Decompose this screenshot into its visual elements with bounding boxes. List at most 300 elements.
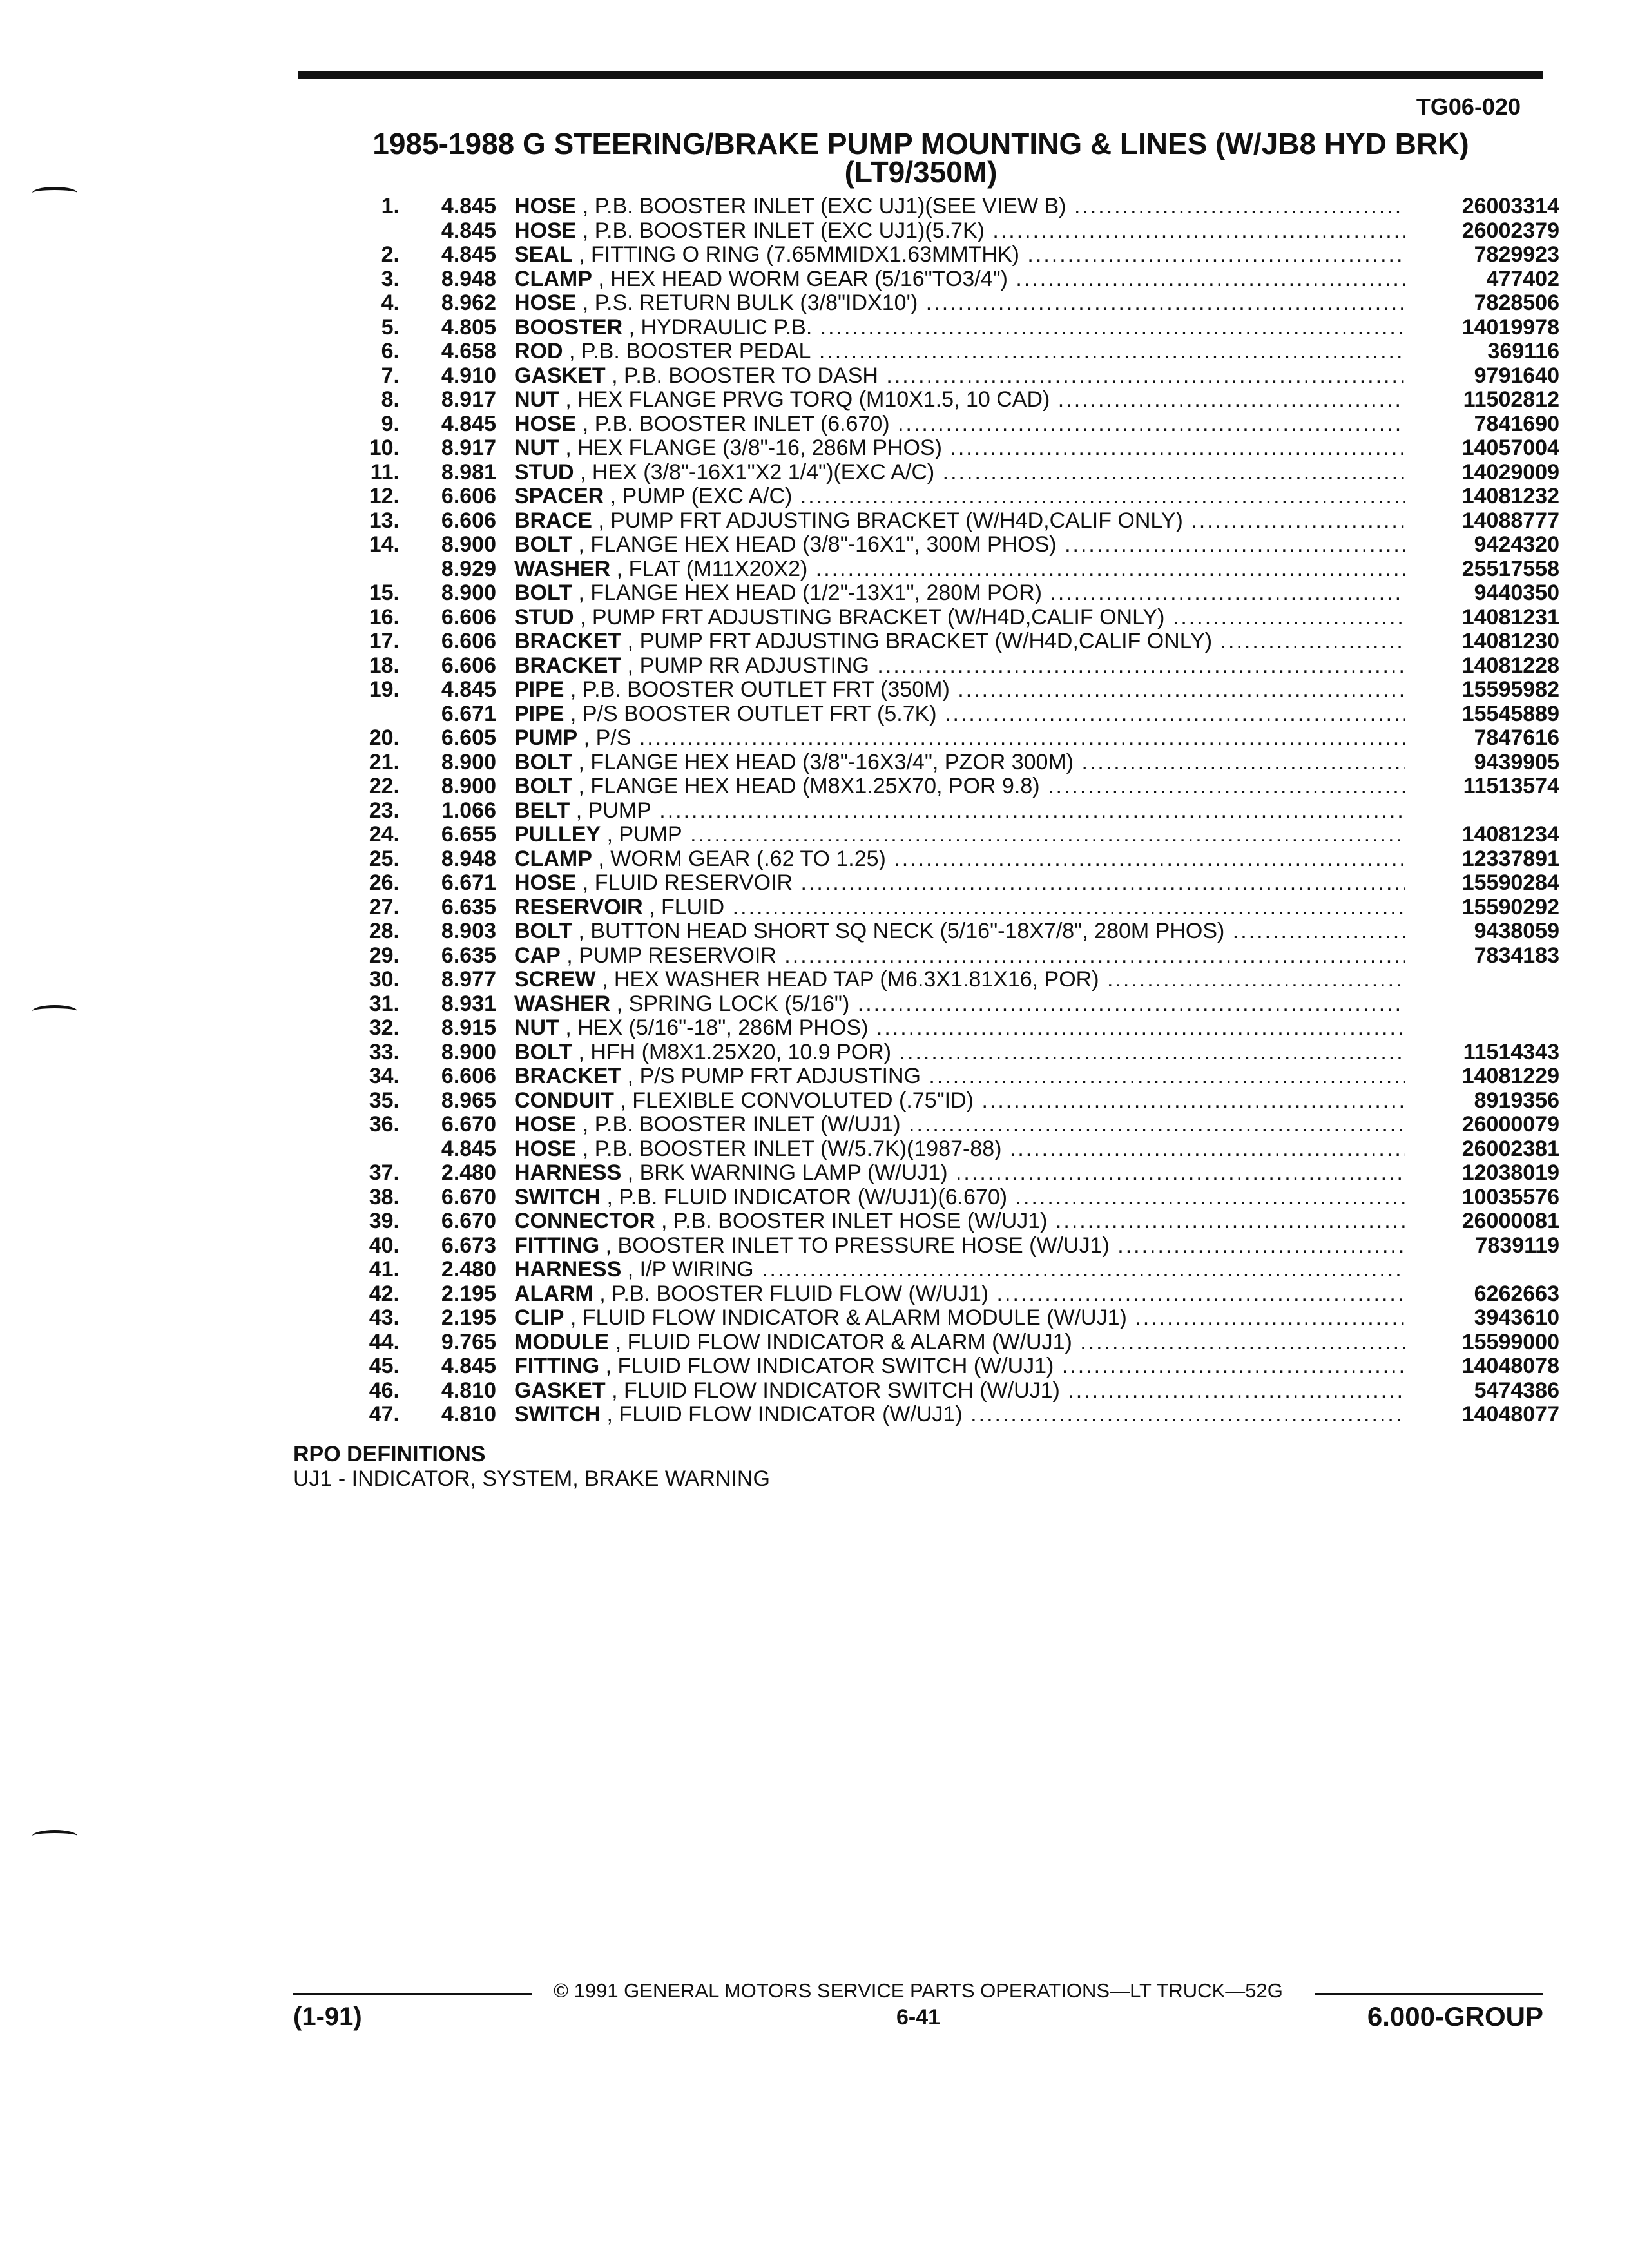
group-number: 1.066 xyxy=(441,798,496,823)
item-number: 42. xyxy=(369,1281,400,1306)
part-number: 9791640 xyxy=(1474,363,1559,388)
item-number: 16. xyxy=(369,604,400,629)
part-detail: PUMP FRT ADJUSTING BRACKET (W/H4D,CALIF ONLY) xyxy=(592,605,1165,629)
item-number: 41. xyxy=(369,1257,400,1282)
part-detail-separator: , xyxy=(560,943,579,968)
part-description xyxy=(514,364,1405,389)
part-name: GASKET xyxy=(514,363,606,388)
rpo-definition: UJ1 - INDICATOR, SYSTEM, BRAKE WARNING xyxy=(293,1466,770,1491)
part-detail-separator: , xyxy=(605,1378,624,1403)
part-description xyxy=(514,1234,1405,1258)
part-description xyxy=(514,944,1405,968)
item-number: 30. xyxy=(369,967,400,992)
part-detail: PUMP RESERVOIR xyxy=(579,943,776,968)
part-detail: BRK WARNING LAMP (W/UJ1) xyxy=(639,1161,948,1185)
part-name: BOLT xyxy=(514,581,573,605)
item-number: 31. xyxy=(369,991,400,1016)
part-detail-separator: , xyxy=(642,895,661,919)
group-number: 4.910 xyxy=(441,363,496,388)
group-number: 8.948 xyxy=(441,846,496,871)
part-detail-separator: , xyxy=(576,871,595,895)
part-detail-separator: , xyxy=(572,919,591,943)
group-number: 8.900 xyxy=(441,774,496,798)
part-detail: FLUID FLOW INDICATOR (W/UJ1) xyxy=(619,1403,963,1427)
part-detail: PUMP xyxy=(619,823,682,847)
part-name: BRACKET xyxy=(514,653,622,678)
part-detail: P.B. BOOSTER PEDAL xyxy=(581,340,811,363)
part-detail-separator: , xyxy=(563,340,581,363)
part-row xyxy=(348,1064,1559,1089)
item-number: 40. xyxy=(369,1233,400,1258)
part-detail-separator: , xyxy=(574,460,592,485)
part-row xyxy=(348,751,1559,775)
item-number: 22. xyxy=(369,774,400,798)
part-name: WASHER xyxy=(514,992,611,1016)
part-row xyxy=(348,702,1559,727)
part-name: BRACKET xyxy=(514,1064,622,1088)
part-detail: FLUID RESERVOIR xyxy=(594,871,793,895)
item-number: 37. xyxy=(369,1160,400,1185)
part-detail-separator: , xyxy=(559,1016,578,1040)
part-name: BOLT xyxy=(514,750,573,774)
item-number: 46. xyxy=(369,1378,400,1403)
part-description xyxy=(514,702,1405,727)
item-number: 5. xyxy=(381,314,400,340)
part-description xyxy=(514,1016,1405,1041)
part-name: HOSE xyxy=(514,291,577,315)
part-number: 15595982 xyxy=(1461,677,1559,702)
part-number: 15590292 xyxy=(1461,894,1559,919)
part-detail: P.B. BOOSTER TO DASH xyxy=(624,363,878,388)
part-description xyxy=(514,291,1405,316)
group-number: 8.981 xyxy=(441,459,496,485)
part-number: 26002381 xyxy=(1461,1136,1559,1161)
part-detail-separator: , xyxy=(576,195,595,218)
part-detail-separator: , xyxy=(570,798,588,823)
part-detail-separator: , xyxy=(655,1209,673,1233)
part-row xyxy=(348,291,1559,316)
item-number: 18. xyxy=(369,653,400,678)
part-name: CONDUIT xyxy=(514,1088,614,1113)
part-description xyxy=(514,316,1405,340)
part-row xyxy=(348,533,1559,557)
part-row xyxy=(348,606,1559,630)
item-number: 28. xyxy=(369,919,400,943)
part-number: 14057004 xyxy=(1461,436,1559,460)
part-detail: P.S. RETURN BULK (3/8"IDX10') xyxy=(594,291,918,315)
part-number: 15599000 xyxy=(1461,1329,1559,1354)
part-row xyxy=(348,1161,1559,1186)
part-number: 7828506 xyxy=(1474,291,1559,315)
part-description xyxy=(514,871,1405,896)
part-detail: P.B. BOOSTER FLUID FLOW (W/UJ1) xyxy=(612,1282,989,1306)
item-number: 44. xyxy=(369,1329,400,1354)
part-row xyxy=(348,1354,1559,1379)
part-description xyxy=(514,751,1405,775)
part-row xyxy=(348,316,1559,340)
part-description xyxy=(514,1186,1405,1210)
part-detail-separator: , xyxy=(559,388,578,412)
part-row xyxy=(348,243,1559,267)
group-number: 6.671 xyxy=(441,870,496,895)
part-description xyxy=(514,1258,1405,1282)
item-number: 32. xyxy=(369,1015,400,1040)
item-number: 12. xyxy=(369,484,400,508)
part-description xyxy=(514,1282,1405,1307)
part-name: BOLT xyxy=(514,774,573,798)
part-detail: P/S xyxy=(595,726,631,750)
part-detail-separator: , xyxy=(601,1403,619,1427)
part-number: 14029009 xyxy=(1461,459,1559,485)
part-detail-separator: , xyxy=(621,629,640,653)
part-detail: FLANGE HEX HEAD (M8X1.25X70, POR 9.8) xyxy=(590,774,1040,798)
part-detail: HEX FLANGE (3/8"-16, 286M PHOS) xyxy=(577,436,942,460)
part-number: 14081230 xyxy=(1461,629,1559,653)
part-description xyxy=(514,968,1405,992)
part-row xyxy=(348,968,1559,992)
part-row xyxy=(348,195,1559,219)
group-number: 4.805 xyxy=(441,314,496,340)
part-row xyxy=(348,412,1559,437)
part-detail-separator: , xyxy=(595,968,614,992)
group-number: 4.810 xyxy=(441,1402,496,1427)
part-name: CLAMP xyxy=(514,267,592,291)
group-number: 6.655 xyxy=(441,822,496,847)
part-description xyxy=(514,412,1405,437)
item-number: 24. xyxy=(369,822,400,847)
part-detail: HEX WASHER HEAD TAP (M6.3X1.81X16, POR) xyxy=(613,968,1099,992)
part-row xyxy=(348,944,1559,968)
part-number: 9438059 xyxy=(1474,919,1559,943)
part-detail-separator: , xyxy=(610,992,629,1016)
part-detail: HEX (5/16"-18", 286M PHOS) xyxy=(577,1016,869,1040)
group-number: 4.845 xyxy=(441,194,496,218)
part-description xyxy=(514,1379,1405,1403)
part-detail-separator: , xyxy=(576,1137,595,1161)
item-number: 11. xyxy=(370,459,400,485)
part-detail: FLANGE HEX HEAD (3/8"-16X3/4", PZOR 300M) xyxy=(590,750,1074,774)
part-name: BRACKET xyxy=(514,629,622,653)
group-number: 8.977 xyxy=(441,967,496,992)
part-number: 8919356 xyxy=(1474,1088,1559,1113)
part-name: HOSE xyxy=(514,1137,577,1161)
group-number: 2.480 xyxy=(441,1257,496,1282)
part-number: 7841690 xyxy=(1474,411,1559,436)
item-number: 20. xyxy=(369,726,400,750)
part-row xyxy=(348,1209,1559,1234)
part-name: CLAMP xyxy=(514,847,592,871)
part-row xyxy=(348,799,1559,823)
group-number: 6.606 xyxy=(441,1064,496,1088)
part-name: PULLEY xyxy=(514,823,601,847)
part-description xyxy=(514,195,1405,219)
part-row xyxy=(348,992,1559,1017)
page-title: 1985-1988 G STEERING/BRAKE PUMP MOUNTING & LINES (W/JB8 HYD BRK) xyxy=(372,127,1469,160)
parts-list xyxy=(348,195,1559,1427)
part-name: FITTING xyxy=(514,1233,600,1258)
part-row xyxy=(348,388,1559,412)
part-number: 369116 xyxy=(1487,339,1559,363)
part-description xyxy=(514,1354,1405,1379)
group-number: 8.900 xyxy=(441,532,496,557)
part-detail: WORM GEAR (.62 TO 1.25) xyxy=(610,847,886,871)
part-detail: FLEXIBLE CONVOLUTED (.75"ID) xyxy=(632,1088,974,1113)
part-description xyxy=(514,485,1405,509)
part-row xyxy=(348,678,1559,702)
part-number: 11513574 xyxy=(1463,774,1559,798)
part-number: 11502812 xyxy=(1463,387,1559,412)
part-detail-separator: , xyxy=(610,557,629,581)
part-detail-separator: , xyxy=(576,412,595,436)
part-detail-separator: , xyxy=(605,363,624,388)
part-detail-separator: , xyxy=(577,726,596,750)
part-name: FITTING xyxy=(514,1354,600,1378)
part-name: ROD xyxy=(514,340,563,363)
binder-hole-mark xyxy=(32,1830,77,1842)
part-detail-separator: , xyxy=(564,1306,583,1330)
group-number: 4.845 xyxy=(441,218,496,243)
part-row xyxy=(348,774,1559,799)
footer-page-number: 6-41 xyxy=(896,2005,941,2030)
item-number: 4. xyxy=(381,291,400,315)
item-number: 15. xyxy=(369,581,400,605)
item-number: 35. xyxy=(369,1088,400,1113)
part-row xyxy=(348,823,1559,847)
group-number: 6.605 xyxy=(441,726,496,750)
part-row xyxy=(348,1137,1559,1162)
part-number: 11514343 xyxy=(1463,1039,1559,1064)
item-number: 39. xyxy=(369,1209,400,1233)
part-detail: P/S PUMP FRT ADJUSTING xyxy=(639,1064,921,1088)
part-name: SCREW xyxy=(514,968,596,992)
group-number: 6.671 xyxy=(441,701,496,726)
part-description xyxy=(514,1306,1405,1331)
group-number: 8.917 xyxy=(441,436,496,460)
part-detail: HEX HEAD WORM GEAR (5/16"TO3/4") xyxy=(610,267,1008,291)
part-name: SWITCH xyxy=(514,1403,601,1427)
part-row xyxy=(348,1258,1559,1282)
part-detail-separator: , xyxy=(572,581,591,605)
group-number: 6.606 xyxy=(441,653,496,678)
part-number: 9424320 xyxy=(1474,532,1559,557)
part-detail: HEX FLANGE PRVG TORQ (M10X1.5, 10 CAD) xyxy=(577,388,1050,412)
part-detail: PUMP RR ADJUSTING xyxy=(639,653,869,678)
part-detail-separator: , xyxy=(576,218,595,243)
part-detail: P.B. FLUID INDICATOR (W/UJ1)(6.670) xyxy=(619,1185,1008,1209)
part-name: HOSE xyxy=(514,195,577,218)
part-detail-separator: , xyxy=(593,1282,612,1306)
part-row xyxy=(348,267,1559,292)
part-name: HOSE xyxy=(514,1113,577,1137)
part-number: 26003314 xyxy=(1461,194,1559,218)
part-row xyxy=(348,726,1559,751)
part-description xyxy=(514,992,1405,1017)
group-number: 6.635 xyxy=(441,943,496,968)
part-row xyxy=(348,1113,1559,1137)
part-number: 7834183 xyxy=(1474,943,1559,968)
part-number: 14081229 xyxy=(1461,1064,1559,1088)
part-name: PIPE xyxy=(514,678,564,702)
part-detail-separator: , xyxy=(621,1258,640,1282)
item-number: 34. xyxy=(369,1064,400,1088)
group-number: 6.635 xyxy=(441,894,496,919)
part-description xyxy=(514,919,1405,944)
part-row xyxy=(348,629,1559,654)
part-detail-separator: , xyxy=(613,1088,633,1113)
part-detail: FLUID FLOW INDICATOR SWITCH (W/UJ1) xyxy=(617,1354,1054,1378)
part-row xyxy=(348,557,1559,582)
part-detail-separator: , xyxy=(621,1161,640,1185)
part-description xyxy=(514,1089,1405,1113)
part-number: 15590284 xyxy=(1461,870,1559,895)
group-number: 9.765 xyxy=(441,1329,496,1354)
part-description xyxy=(514,1403,1405,1427)
part-detail: P/S BOOSTER OUTLET FRT (5.7K) xyxy=(582,702,937,726)
part-number: 14048077 xyxy=(1461,1402,1559,1427)
group-number: 8.915 xyxy=(441,1015,496,1040)
part-name: CLIP xyxy=(514,1306,564,1330)
part-number: 15545889 xyxy=(1461,701,1559,726)
part-row xyxy=(348,340,1559,364)
part-description xyxy=(514,509,1405,533)
part-name: HARNESS xyxy=(514,1258,622,1282)
part-name: BOLT xyxy=(514,919,573,943)
part-detail-separator: , xyxy=(572,533,591,557)
page-subtitle: (LT9/350M) xyxy=(844,155,998,189)
part-detail: FLUID FLOW INDICATOR SWITCH (W/UJ1) xyxy=(624,1378,1060,1403)
part-detail: FLANGE HEX HEAD (3/8"-16X1", 300M PHOS) xyxy=(590,533,1057,557)
part-number: 7847616 xyxy=(1474,726,1559,750)
part-detail: FLUID xyxy=(661,895,725,919)
part-number: 26002379 xyxy=(1461,218,1559,243)
item-number: 45. xyxy=(369,1354,400,1378)
part-detail: FLUID FLOW INDICATOR & ALARM MODULE (W/UJ1) xyxy=(582,1306,1127,1330)
part-detail-separator: , xyxy=(599,1354,618,1378)
group-number: 4.845 xyxy=(441,1354,496,1378)
part-detail-separator: , xyxy=(621,1064,640,1088)
part-detail-separator: , xyxy=(592,508,611,533)
part-name: BOLT xyxy=(514,533,573,557)
part-detail: HFH (M8X1.25X20, 10.9 POR) xyxy=(590,1040,892,1064)
part-number: 12038019 xyxy=(1461,1160,1559,1185)
part-description xyxy=(514,823,1405,847)
item-number: 13. xyxy=(369,508,400,533)
part-detail: FLAT (M11X20X2) xyxy=(628,557,808,581)
item-number: 3. xyxy=(381,266,400,291)
part-description xyxy=(514,629,1405,654)
item-number: 1. xyxy=(381,194,400,218)
part-description xyxy=(514,1209,1405,1234)
part-number: 6262663 xyxy=(1474,1281,1559,1306)
part-name: NUT xyxy=(514,1016,559,1040)
part-row xyxy=(348,1282,1559,1307)
group-number: 4.845 xyxy=(441,242,496,267)
part-detail-separator: , xyxy=(572,1040,591,1064)
part-name: ALARM xyxy=(514,1282,593,1306)
part-description xyxy=(514,219,1405,244)
part-row xyxy=(348,581,1559,606)
part-name: HOSE xyxy=(514,218,577,243)
binder-hole-mark xyxy=(32,1005,77,1017)
part-detail: PUMP FRT ADJUSTING BRACKET (W/H4D,CALIF ONLY) xyxy=(610,508,1183,533)
part-description xyxy=(514,461,1405,485)
part-row xyxy=(348,1403,1559,1427)
item-number: 27. xyxy=(369,894,400,919)
page-code: TG06-020 xyxy=(1416,93,1521,120)
group-number: 8.900 xyxy=(441,581,496,605)
part-description xyxy=(514,799,1405,823)
part-detail: BOOSTER INLET TO PRESSURE HOSE (W/UJ1) xyxy=(617,1233,1110,1258)
item-number: 38. xyxy=(369,1184,400,1209)
part-detail-separator: , xyxy=(592,267,611,291)
part-name: HARNESS xyxy=(514,1161,622,1185)
group-number: 8.917 xyxy=(441,387,496,412)
part-number: 9439905 xyxy=(1474,749,1559,774)
footer-copyright: © 1991 GENERAL MOTORS SERVICE PARTS OPERATIONS—LT TRUCK—52G xyxy=(554,1979,1283,2002)
part-row xyxy=(348,1234,1559,1258)
group-number: 8.903 xyxy=(441,919,496,943)
group-number: 4.658 xyxy=(441,339,496,363)
part-number: 14088777 xyxy=(1461,508,1559,533)
part-description xyxy=(514,436,1405,461)
group-number: 8.929 xyxy=(441,556,496,581)
part-number: 14019978 xyxy=(1461,314,1559,340)
item-number: 29. xyxy=(369,943,400,968)
part-detail-separator: , xyxy=(572,750,591,774)
top-rule xyxy=(298,71,1543,79)
part-detail-separator: , xyxy=(601,823,619,847)
part-number: 7839119 xyxy=(1475,1233,1559,1258)
part-name: SWITCH xyxy=(514,1185,601,1209)
group-number: 8.900 xyxy=(441,1039,496,1064)
part-detail: FITTING O RING (7.65MMIDX1.63MMTHK) xyxy=(591,243,1019,267)
part-detail-separator: , xyxy=(559,436,578,460)
part-number: 14081231 xyxy=(1461,604,1559,629)
part-description xyxy=(514,896,1405,920)
part-detail: PUMP xyxy=(588,798,651,823)
item-number: 8. xyxy=(381,387,400,412)
item-number: 23. xyxy=(369,798,400,823)
group-number: 4.810 xyxy=(441,1378,496,1403)
part-detail: P.B. BOOSTER INLET (EXC UJ1)(5.7K) xyxy=(594,218,985,243)
part-name: BELT xyxy=(514,798,570,823)
part-number: 26000081 xyxy=(1461,1209,1559,1233)
part-number: 12337891 xyxy=(1461,846,1559,871)
part-number: 26000079 xyxy=(1461,1112,1559,1137)
part-name: HOSE xyxy=(514,412,577,436)
item-number: 19. xyxy=(369,677,400,702)
part-description xyxy=(514,267,1405,292)
part-description xyxy=(514,1041,1405,1065)
part-number: 477402 xyxy=(1486,266,1559,291)
group-number: 6.606 xyxy=(441,604,496,629)
part-description xyxy=(514,243,1405,267)
part-row xyxy=(348,1016,1559,1041)
item-number: 6. xyxy=(381,339,400,363)
part-description xyxy=(514,774,1405,799)
item-number: 17. xyxy=(369,629,400,653)
part-description xyxy=(514,678,1405,702)
binder-hole-mark xyxy=(32,187,77,199)
part-row xyxy=(348,847,1559,872)
part-row xyxy=(348,364,1559,389)
part-detail-separator: , xyxy=(572,774,591,798)
part-detail: HEX (3/8"-16X1"X2 1/4")(EXC A/C) xyxy=(592,460,935,485)
part-row xyxy=(348,871,1559,896)
part-name: MODULE xyxy=(514,1330,610,1354)
part-number: 14081232 xyxy=(1461,484,1559,508)
part-row xyxy=(348,509,1559,533)
